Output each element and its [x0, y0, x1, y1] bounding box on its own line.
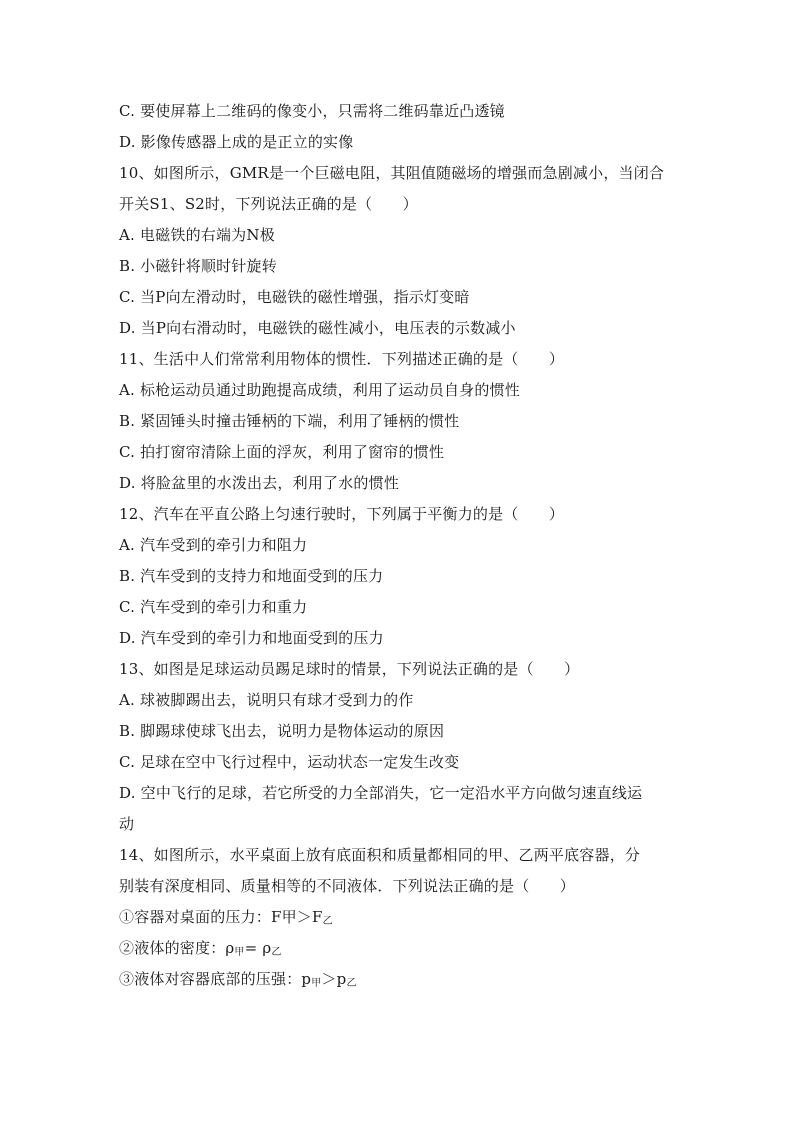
statement-3	[119, 964, 679, 995]
question-11: 11、生活中人们常常利用物体的惯性．下列描述正确的是（ ）	[119, 350, 565, 368]
statement-3-text: ③液体对容器底部的压强：p	[119, 970, 312, 988]
option-13b: B. 脚踢球使球飞出去，说明力是物体运动的原因	[119, 722, 445, 740]
option-10b: B. 小磁针将顺时针旋转	[119, 257, 277, 275]
statement-2-text: ②液体的密度：ρ	[119, 939, 235, 957]
option-13c: C. 足球在空中飞行过程中，运动状态一定发生改变	[119, 753, 460, 771]
statement-2-mid: = ρ	[244, 939, 272, 957]
option-11c: C. 拍打窗帘清除上面的浮灰，利用了窗帘的惯性	[119, 443, 445, 461]
option-9d: D. 影像传感器上成的是正立的实像	[119, 133, 354, 151]
option-11b: B. 紧固锤头时撞击锤柄的下端，利用了锤柄的惯性	[119, 412, 460, 430]
option-10c: C. 当P向左滑动时，电磁铁的磁性增强，指示灯变暗	[119, 288, 470, 306]
document-page	[119, 96, 679, 995]
option-11a: A. 标枪运动员通过助跑提高成绩，利用了运动员自身的惯性	[119, 381, 520, 399]
option-13a: A. 球被脚踢出去，说明只有球才受到力的作	[119, 691, 414, 709]
option-10d: D. 当P向右滑动时，电磁铁的磁性减小，电压表的示数减小	[119, 319, 516, 337]
statement-2-subscript-b: 乙	[271, 947, 282, 958]
option-10a: A. 电磁铁的右端为N极	[119, 226, 275, 244]
statement-2	[119, 933, 679, 964]
option-12d: D. 汽车受到的牵引力和地面受到的压力	[119, 629, 384, 647]
statement-1	[119, 902, 679, 933]
option-13d-line-2: 动	[119, 815, 135, 833]
question-10-line-1: 10、如图所示，GMR是一个巨磁电阻，其阻值随磁场的增强而急剧减小，当闭合	[119, 164, 665, 182]
question-13: 13、如图是足球运动员踢足球时的情景，下列说法正确的是（ ）	[119, 660, 580, 678]
statement-2-subscript-a: 甲	[234, 947, 245, 958]
statement-3-mid: ＞p	[321, 970, 347, 988]
option-9c: C. 要使屏幕上二维码的像变小，只需将二维码靠近凸透镜	[119, 102, 505, 120]
option-11d: D. 将脸盆里的水泼出去，利用了水的惯性	[119, 474, 400, 492]
option-12b: B. 汽车受到的支持力和地面受到的压力	[119, 567, 384, 585]
question-14-line-1: 14、如图所示，水平桌面上放有底面积和质量都相同的甲、乙两平底容器，分	[119, 846, 641, 864]
option-13d-line-1: D. 空中飞行的足球，若它所受的力全部消失，它一定沿水平方向做匀速直线运	[119, 784, 643, 802]
question-14-line-2: 别装有深度相同、质量相等的不同液体．下列说法正确的是（ ）	[119, 877, 576, 895]
statement-1-text: ①容器对桌面的压力：F甲＞F	[119, 908, 323, 926]
option-12c: C. 汽车受到的牵引力和重力	[119, 598, 308, 616]
statement-3-subscript-b: 乙	[346, 978, 357, 989]
statement-1-subscript: 乙	[322, 916, 333, 927]
statement-3-subscript-a: 甲	[311, 978, 322, 989]
question-10-line-2: 开关S1、S2时，下列说法正确的是（ ）	[119, 195, 418, 213]
option-12a: A. 汽车受到的牵引力和阻力	[119, 536, 308, 554]
question-12: 12、汽车在平直公路上匀速行驶时，下列属于平衡力的是（ ）	[119, 505, 565, 523]
